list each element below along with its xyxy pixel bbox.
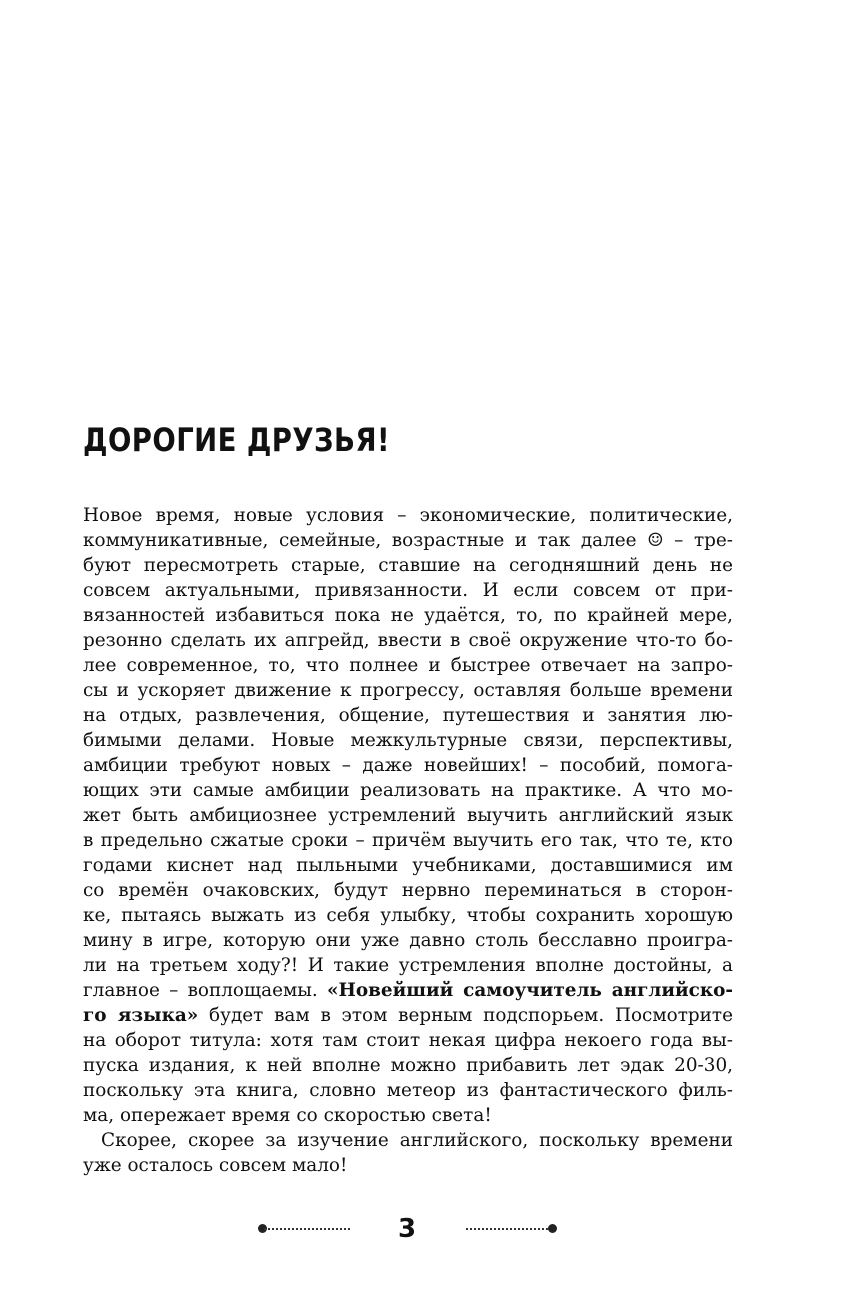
text-line: со времён очаковских, будут нервно переминаться в сторон-: [83, 880, 733, 901]
footer-dotted-rule-right: [466, 1228, 552, 1230]
text-line: сы и ускоряет движение к прогрессу, оставляя больше времени: [83, 680, 733, 701]
text-line: на оборот титула: хотя там стоит некая цифра некоего года вы-: [83, 1030, 733, 1051]
text-line: ющих эти самые амбиции реализовать на практике. А что мо-: [83, 780, 733, 801]
text-line: ма, опережает время со скоростью света!: [83, 1105, 492, 1126]
text-line: ке, пытаясь выжать из себя улыбку, чтобы сохранить хорошую: [83, 905, 733, 926]
text-line: годами киснет над пыльными учебниками, доставшимися им: [83, 855, 733, 876]
text-line: [83, 978, 733, 1003]
text-line: уже осталось совсем мало!: [83, 1155, 348, 1176]
text-line: бимыми делами. Новые межкультурные связи, перспективы,: [83, 730, 733, 751]
text-line: мину в игре, которую они уже давно столь бесславно проигра-: [83, 930, 733, 951]
text-line: амбиции требуют новых – даже новейших! – пособий, помога-: [83, 755, 733, 776]
text-line: [83, 1003, 733, 1028]
page-footer: [0, 1212, 845, 1246]
text-line: жет быть амбициознее устремлений выучить английский язык: [83, 805, 733, 826]
page-number: 3: [397, 1214, 417, 1244]
body-text: [83, 503, 733, 1178]
text-line: поскольку эта книга, словно метеор из фантастического филь-: [83, 1080, 733, 1101]
book-title-bold: го языка»: [83, 1005, 199, 1026]
text-line: Скорее, скорее за изучение английского, поскольку времени: [101, 1130, 733, 1151]
text-segment: главное – воплощаемы.: [83, 980, 328, 1001]
book-title-bold: «Новейший самоучитель английско-: [327, 980, 733, 1001]
page-title: ДОРОГИЕ ДРУЗЬЯ!: [83, 421, 391, 459]
text-line: в предельно сжатые сроки – причём выучить его так, что те, кто: [83, 830, 733, 851]
text-line: коммуникативные, семейные, возрастные и так далее ☺ – тре-: [83, 530, 733, 551]
text-line: резонно сделать их апгрейд, ввести в своё окружение что-то бо-: [83, 630, 733, 651]
text-line: на отдых, развлечения, общение, путешествия и занятия лю-: [83, 705, 733, 726]
text-line: пуска издания, к ней вполне можно прибавить лет эдак 20-30,: [83, 1055, 733, 1076]
footer-dotted-rule-left: [264, 1228, 350, 1230]
text-line: совсем актуальными, привязанности. И если совсем от при-: [83, 580, 733, 601]
text-line: ли на третьем ходу?! И такие устремления вполне достойны, а: [83, 955, 733, 976]
text-line: Новое время, новые условия – экономические, политические,: [83, 505, 733, 526]
text-line: лее современное, то, что полнее и быстрее отвечает на запро-: [83, 655, 733, 676]
text-line: вязанностей избавиться пока не удаётся, то, по крайней мере,: [83, 605, 733, 626]
footer-dot-right: [548, 1224, 557, 1233]
text-line: буют пересмотреть старые, ставшие на сегодняшний день не: [83, 555, 733, 576]
text-segment: будет вам в этом верным подспорьем. Посмотрите: [198, 1005, 733, 1026]
